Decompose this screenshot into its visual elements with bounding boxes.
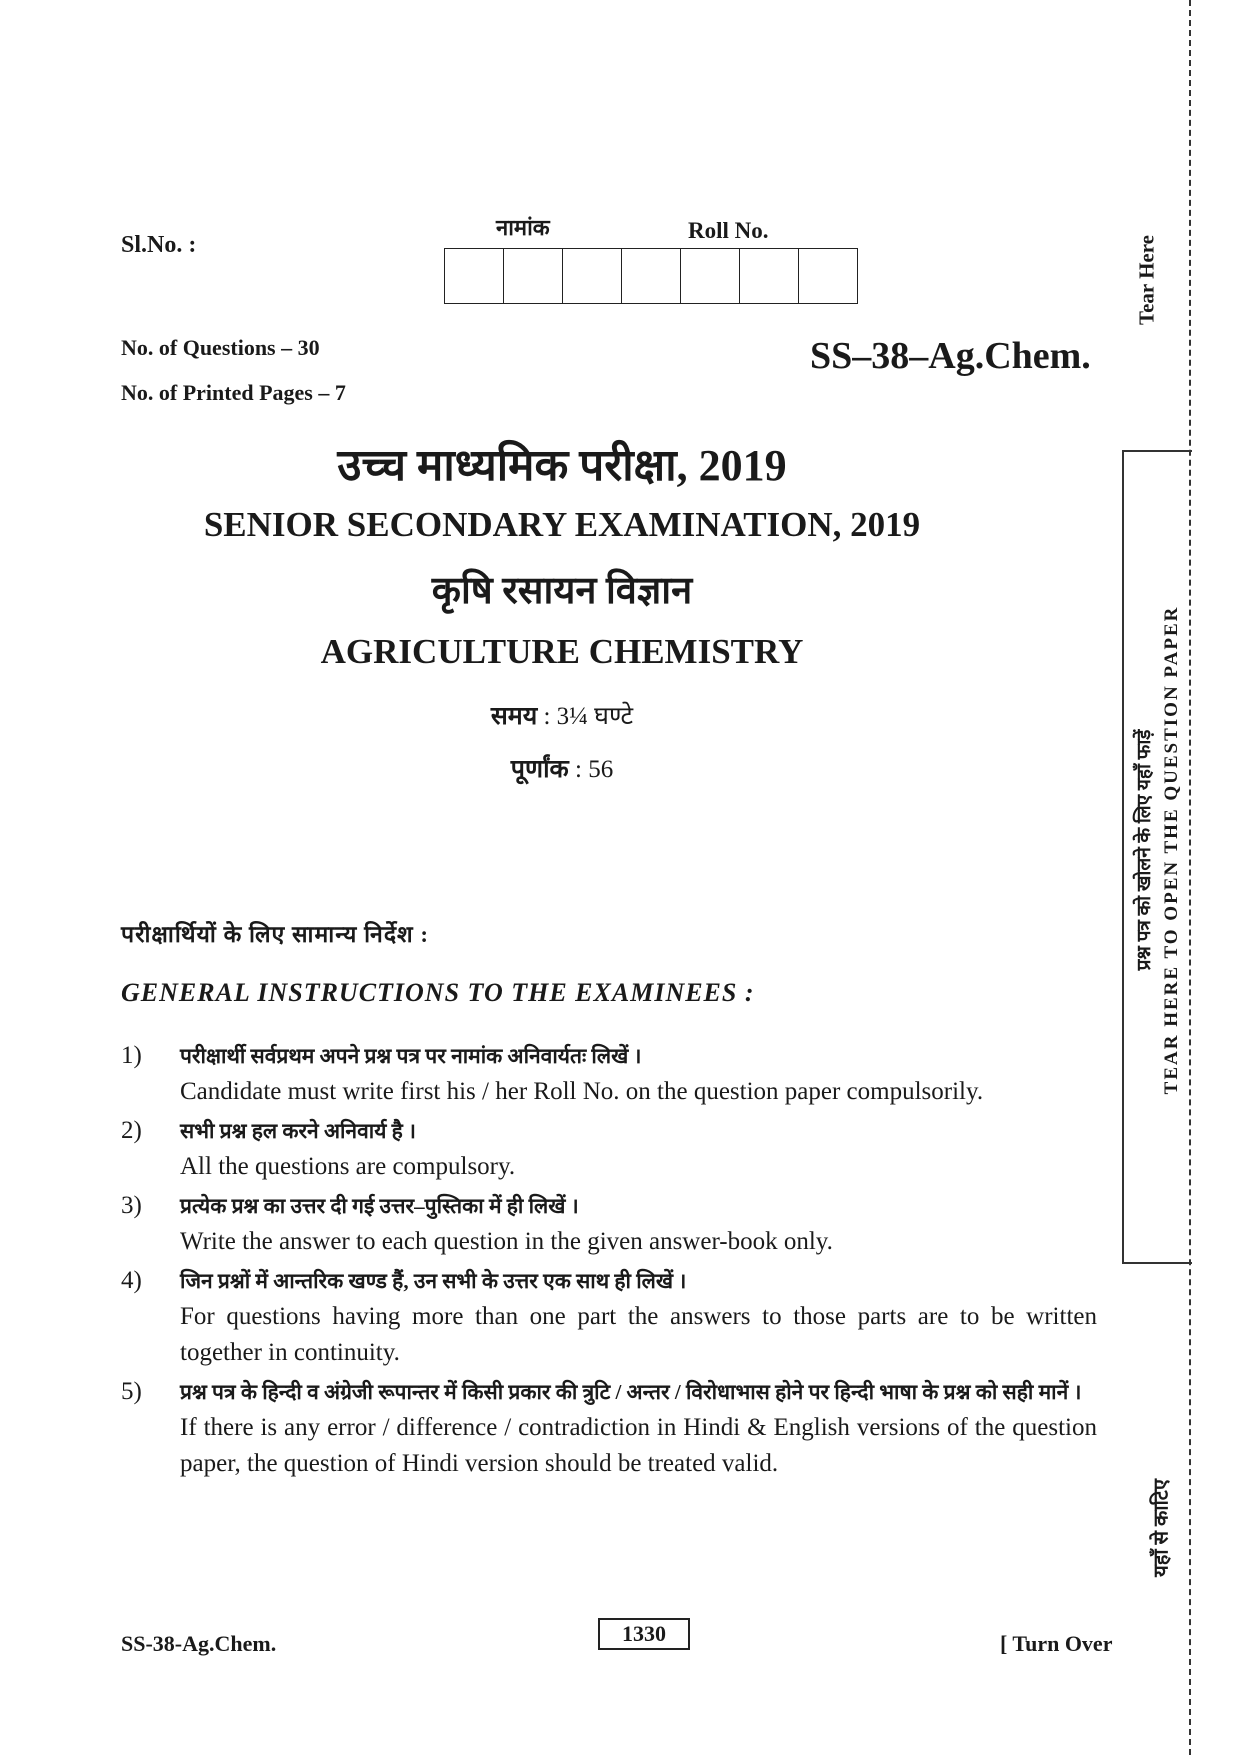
- instruction-text-hindi: प्रत्येक प्रश्न का उत्तर दी गई उत्तर–पुस्तिका में ही लिखें ।: [180, 1194, 579, 1218]
- roll-digit-box[interactable]: [563, 249, 622, 303]
- instruction-text-english: Write the answer to each question in the given answer-book only.: [180, 1228, 833, 1255]
- tear-here-label: Tear Here: [1134, 234, 1159, 326]
- time-value: : 3¼ घण्टे: [543, 703, 634, 730]
- tear-instruction-hindi: प्रश्न पत्र को खोलने के लिए यहाँ फाड़ें: [1134, 729, 1155, 971]
- instruction-number: 1): [121, 1042, 142, 1069]
- instruction-item: [121, 1188, 1097, 1260]
- instruction-item: [121, 1374, 1097, 1482]
- subject-title-english: AGRICULTURE CHEMISTRY: [320, 632, 804, 671]
- turn-over-label: [ Turn Over: [1000, 1631, 1113, 1656]
- maximum-marks: [0, 751, 1124, 785]
- instructions-heading-hindi: परीक्षार्थियों के लिए सामान्य निर्देश :: [121, 922, 430, 947]
- time-allowed: [0, 698, 1124, 732]
- namank-label: नामांक: [496, 215, 550, 240]
- number-of-printed-pages: No. of Printed Pages – 7: [121, 380, 346, 405]
- exam-title-hindi: उच्च माध्यमिक परीक्षा, 2019: [337, 441, 787, 490]
- cut-here-label-hindi: यहाँ से काटिए: [1150, 1479, 1173, 1577]
- instruction-number: 3): [121, 1192, 142, 1219]
- instruction-item: [121, 1038, 1097, 1110]
- marks-value: : 56: [575, 756, 614, 783]
- instruction-item: [121, 1113, 1097, 1185]
- time-label: समय: [490, 703, 538, 730]
- instruction-number: 4): [121, 1267, 142, 1294]
- instruction-text-hindi: प्रश्न पत्र के हिन्दी व अंग्रेजी रूपान्तर में किसी प्रकार की त्रुटि / अन्तर / विरोधाभास होने पर हिन्दी भाषा के प्रश्न को सही मानें ।: [180, 1380, 1082, 1404]
- marks-label: पूर्णांक: [510, 756, 569, 783]
- instruction-text-hindi: सभी प्रश्न हल करने अनिवार्य है ।: [180, 1119, 416, 1143]
- roll-digit-box[interactable]: [681, 249, 740, 303]
- roll-digit-box[interactable]: [445, 249, 504, 303]
- instruction-text-english: All the questions are compulsory.: [180, 1153, 516, 1180]
- instructions-heading-english: GENERAL INSTRUCTIONS TO THE EXAMINEES :: [121, 978, 755, 1007]
- instruction-text-hindi: जिन प्रश्नों में आन्तरिक खण्ड हैं, उन सभी के उत्तर एक साथ ही लिखें ।: [180, 1269, 687, 1293]
- instruction-text-hindi: परीक्षार्थी सर्वप्रथम अपने प्रश्न पत्र पर नामांक अनिवार्यतः लिखें ।: [180, 1044, 642, 1068]
- instruction-text-english: For questions having more than one part the answers to those parts are to be written together in continuity.: [180, 1303, 1097, 1366]
- exam-title-english: SENIOR SECONDARY EXAMINATION, 2019: [203, 505, 921, 544]
- roll-number-label: Roll No.: [688, 218, 769, 243]
- instruction-number: 2): [121, 1117, 142, 1144]
- tear-instruction-english: TEAR HERE TO OPEN THE QUESTION PAPER: [1161, 605, 1182, 1095]
- roll-digit-box[interactable]: [799, 249, 857, 303]
- roll-digit-box[interactable]: [504, 249, 563, 303]
- serial-number-label: Sl.No. :: [121, 232, 197, 258]
- instruction-number: 5): [121, 1378, 142, 1405]
- roll-digit-box[interactable]: [622, 249, 681, 303]
- instruction-text-english: Candidate must write first his / her Roll No. on the question paper compulsorily.: [180, 1078, 984, 1105]
- number-of-questions: No. of Questions – 30: [121, 335, 320, 360]
- footer-paper-code: SS-38-Ag.Chem.: [121, 1631, 277, 1656]
- instructions-list: [121, 1038, 1097, 1485]
- instruction-text-english: If there is any error / difference / contradiction in Hindi & English versions of the question paper, the question of Hindi version should be treated valid.: [180, 1414, 1097, 1477]
- instruction-item: [121, 1263, 1097, 1371]
- footer-number-box: 1330: [598, 1618, 690, 1650]
- paper-code: SS–38–Ag.Chem.: [810, 335, 1091, 377]
- roll-digit-box[interactable]: [740, 249, 799, 303]
- subject-title-hindi: कृषि रसायन विज्ञान: [431, 570, 693, 612]
- roll-number-boxes[interactable]: [444, 248, 858, 304]
